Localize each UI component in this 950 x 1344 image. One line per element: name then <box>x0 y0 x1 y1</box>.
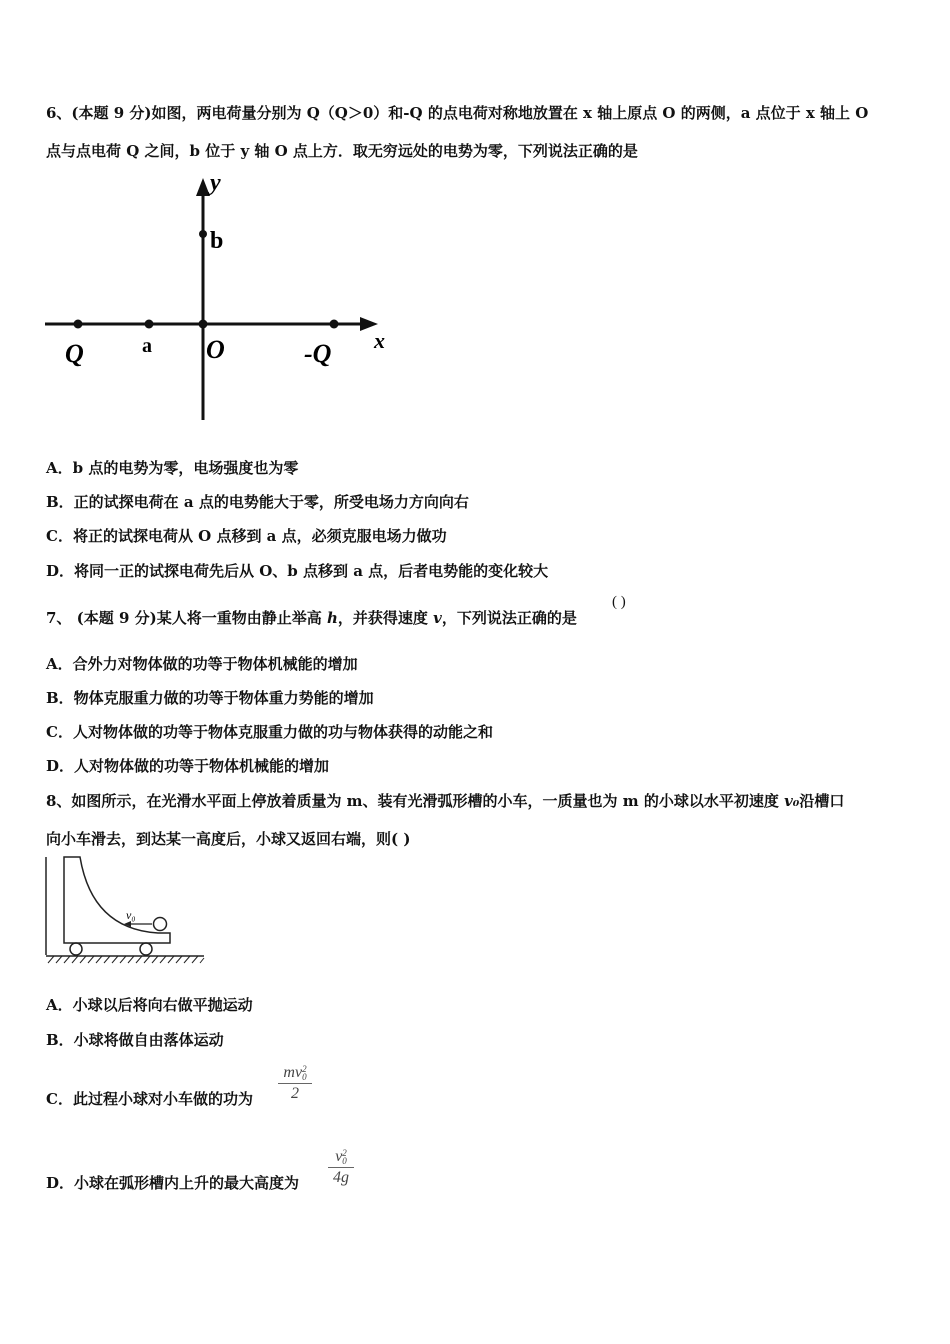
point-b-label: b <box>210 228 224 254</box>
ground-hatching <box>48 956 204 963</box>
q7-var-h: h <box>326 609 338 627</box>
point-a-dot <box>145 320 154 329</box>
q8-stem-line1 <box>46 790 844 811</box>
q8-stem-line1-b: 沿槽口 <box>799 792 845 810</box>
ball <box>154 918 167 931</box>
q8-stem-line1-a: 8、如图所示，在光滑水平面上停放着质量为 m、装有光滑弧形槽的小车，一质量也为 m 的小球以水平初速度 <box>46 792 785 810</box>
point-a-label: a <box>142 335 152 357</box>
q7-stem-mid: ，并获得速度 <box>337 609 434 627</box>
q7-stem <box>46 607 577 628</box>
formula-c-numerator: mv 2 0 <box>283 1064 307 1083</box>
q6-stem-line1: 6、(本题 9 分)如图，两电荷量分别为 Q（Q＞0）和-Q 的点电荷对称地放置在 x 轴上原点 O 的两侧，a 点位于 x 轴上 O <box>46 104 869 122</box>
formula-d-numerator: v 2 0 <box>335 1148 347 1167</box>
cart-body <box>64 857 170 943</box>
q6-option-a[interactable]: A．b 点的电势为零，电场强度也为零 <box>46 459 299 477</box>
q6-option-d[interactable]: D．将同一正的试探电荷先后从 O、b 点移到 a 点，后者电势能的变化较大 <box>46 562 549 580</box>
y-axis-arrow-icon <box>196 178 210 196</box>
y-axis-label: y <box>210 170 221 196</box>
velocity-label: v₀ <box>126 908 136 922</box>
q8-option-d[interactable]: D．小球在弧形槽内上升的最大高度为 <box>46 1174 300 1192</box>
charge-minus-q-label: -Q <box>304 339 332 368</box>
q8-option-c[interactable]: C．此过程小球对小车做的功为 <box>46 1090 253 1108</box>
charge-q-dot <box>74 320 83 329</box>
q7-answer-bracket: ( ) <box>612 594 626 610</box>
q8-stem-line2: 向小车滑去，到达某一高度后，小球又返回右端，则( ) <box>46 830 411 848</box>
q8-cart-figure <box>44 855 209 965</box>
q8-option-b[interactable]: B．小球将做自由落体运动 <box>46 1031 224 1049</box>
q8-formula-d <box>328 1148 354 1187</box>
origin-label: O <box>206 335 225 364</box>
q7-stem-prefix: 7、 (本题 9 分)某人将一重物由静止举高 <box>46 609 327 627</box>
q8-option-a[interactable]: A．小球以后将向右做平抛运动 <box>46 996 253 1014</box>
q7-var-v: v <box>433 609 442 627</box>
q7-option-b[interactable]: B．物体克服重力做的功等于物体重力势能的增加 <box>46 689 374 707</box>
q8-formula-c <box>278 1064 312 1103</box>
q8-var-v0: v₀ <box>784 792 800 810</box>
q7-option-a[interactable]: A．合外力对物体做的功等于物体机械能的增加 <box>46 655 358 673</box>
q6-option-c[interactable]: C．将正的试探电荷从 O 点移到 a 点，必须克服电场力做功 <box>46 527 447 545</box>
point-b-dot <box>199 230 207 238</box>
q7-option-c[interactable]: C．人对物体做的功等于物体克服重力做的功与物体获得的动能之和 <box>46 723 493 741</box>
q7-stem-suffix: ，下列说法正确的是 <box>441 609 577 627</box>
charge-q-label: Q <box>65 339 84 368</box>
charge-minus-q-dot <box>330 320 339 329</box>
x-axis-label: x <box>374 328 385 353</box>
q6-electric-field-figure <box>40 168 410 428</box>
formula-d-denominator: 4g <box>333 1169 349 1186</box>
q7-option-d[interactable]: D．人对物体做的功等于物体机械能的增加 <box>46 757 330 775</box>
formula-c-denominator: 2 <box>291 1085 299 1102</box>
q6-option-b[interactable]: B．正的试探电荷在 a 点的电势能大于零，所受电场力方向向右 <box>46 493 469 511</box>
cart-wheel-right <box>140 943 152 955</box>
cart-wheel-left <box>70 943 82 955</box>
origin-dot <box>199 320 208 329</box>
q6-stem-line2: 点与点电荷 Q 之间，b 位于 y 轴 O 点上方．取无穷远处的电势为零，下列说法正确的是 <box>46 142 638 160</box>
